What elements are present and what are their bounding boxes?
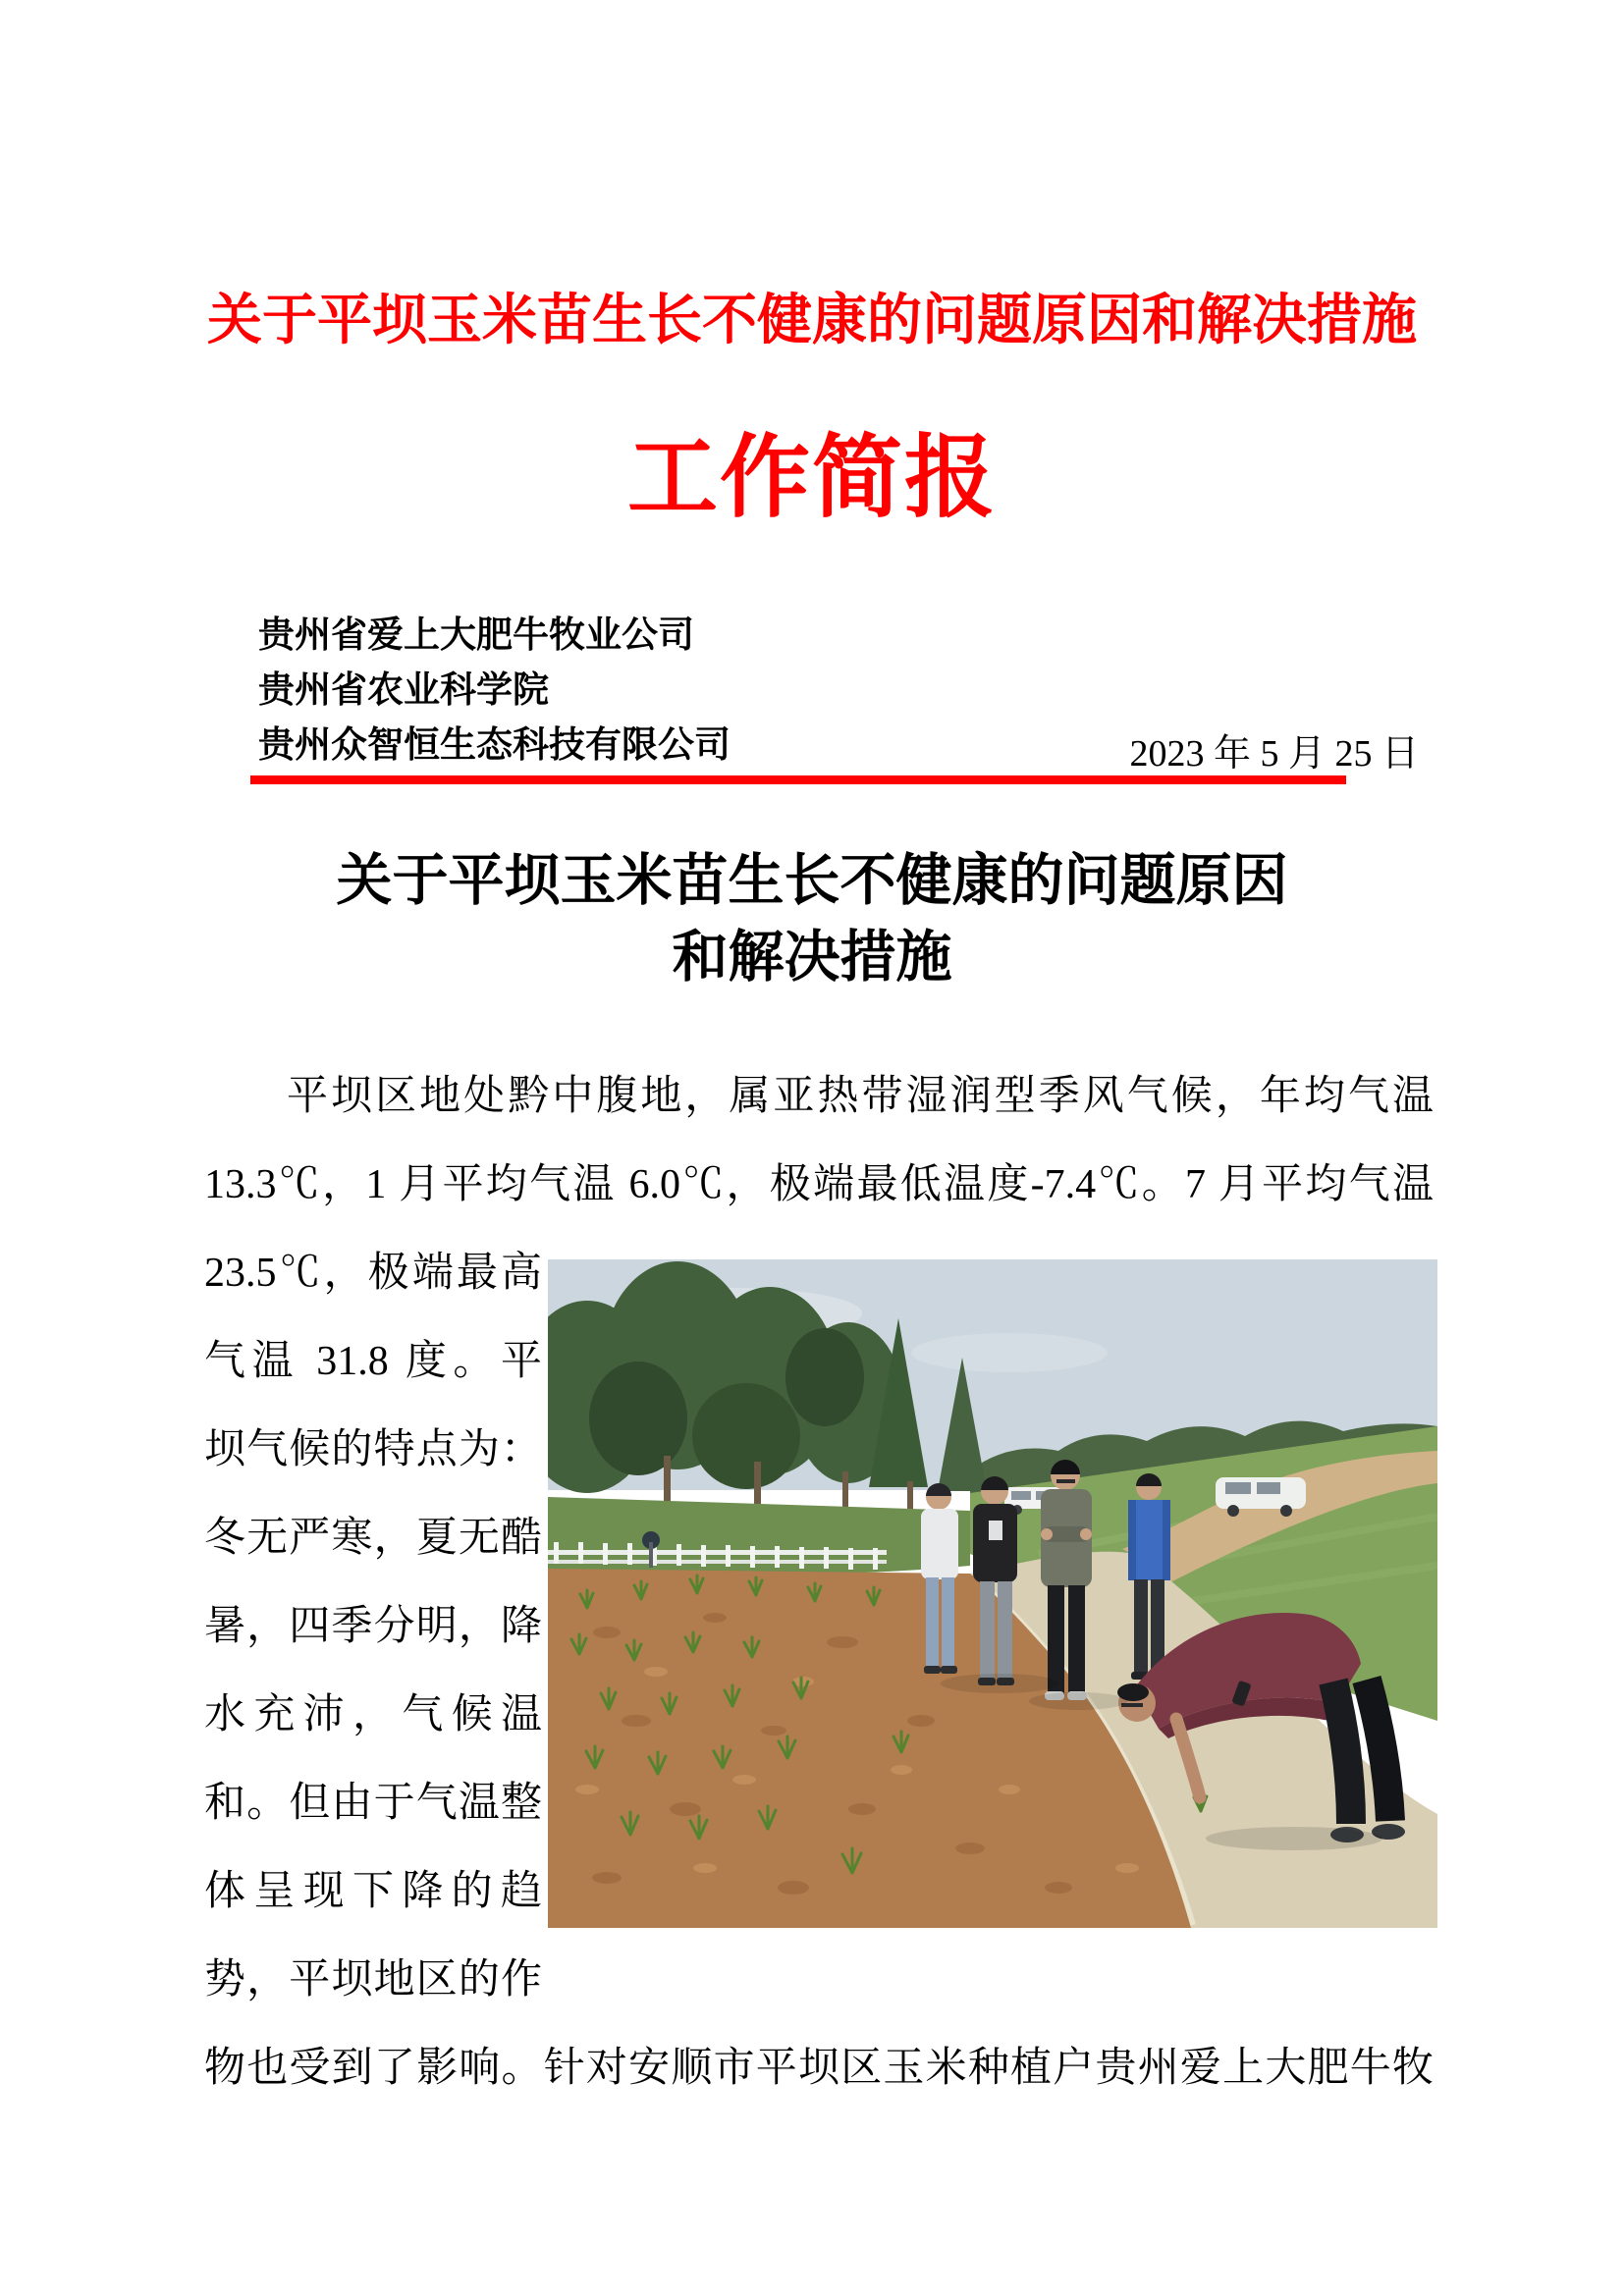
body-line: 气温 31.8 度。平: [204, 1339, 542, 1384]
document-title: 关于平坝玉米苗生长不健康的问题原因和解决措施: [207, 289, 1417, 350]
body-line: 暑，四季分明，降: [204, 1604, 542, 1649]
body-line: 水充沛，气候温: [204, 1692, 542, 1737]
organization-line: 贵州众智恒生态科技有限公司: [258, 725, 731, 766]
field-inspection-photo: [548, 1259, 1437, 1928]
body-line: 坝气候的特点为：: [204, 1427, 542, 1472]
section-heading-line: 关于平坝玉米苗生长不健康的问题原因: [336, 849, 1288, 912]
red-divider-line: [250, 775, 1346, 784]
report-date: 2023 年 5 月 25 日: [1129, 733, 1419, 774]
body-line: 平坝区地处黔中腹地，属亚热带湿润型季风气候，年均气温: [287, 1074, 1434, 1119]
body-line: 和。但由于气温整: [204, 1781, 542, 1826]
brief-title: 工作简报: [626, 428, 997, 528]
section-heading-line: 和解决措施: [672, 926, 952, 988]
organization-line: 贵州省爱上大肥牛牧业公司: [258, 615, 694, 656]
body-line: 势，平坝地区的作: [204, 1957, 542, 2002]
section-heading: [0, 842, 1624, 995]
organization-list: [258, 609, 731, 774]
body-line: 冬无严寒，夏无酷: [204, 1516, 542, 1561]
body-line: 23.5℃，极端最高: [204, 1251, 542, 1296]
body-line: 体呈现下降的趋: [204, 1869, 542, 1914]
body-line: 物也受到了影响。针对安顺市平坝区玉米种植户贵州爱上大肥牛牧: [204, 2046, 1434, 2091]
body-line: 13.3℃，1 月平均气温 6.0℃，极端最低温度-7.4℃。7 月平均气温: [204, 1162, 1434, 1207]
organization-line: 贵州省农业科学院: [258, 670, 549, 711]
